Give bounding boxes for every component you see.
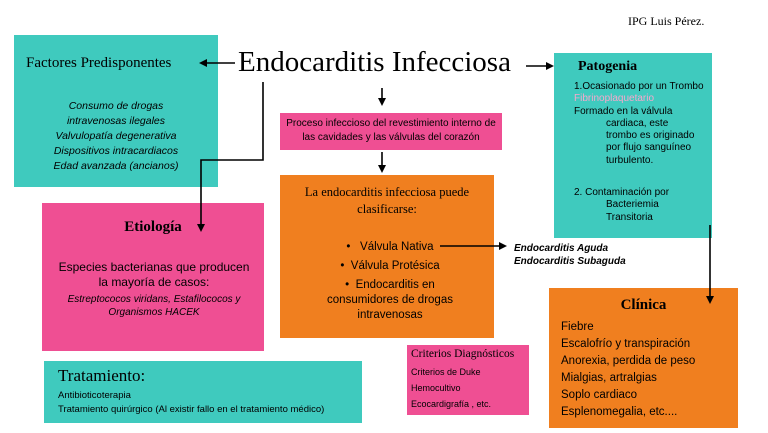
patogenia-p1-line: turbulento. [606,154,654,166]
patogenia-point-2 [574,187,708,224]
clinica-item: Esplenomegalia, etc.... [561,406,678,418]
definicion-text: Proceso infeccioso del revestimiento interno de las cavidades y las válvulas del corazón [286,118,496,143]
patogenia-p1-prefix: 1.Ocasionado por un Trombo [574,81,704,92]
nativa-tipo: Endocarditis Subaguda [514,256,626,267]
etiologia-box [42,203,264,351]
factores-item: Dispositivos intracardiacos [53,145,179,157]
patogenia-box [554,53,712,238]
nativa-tipo: Endocarditis Aguda [514,243,609,254]
patogenia-point-1 [574,81,708,167]
factores-list [18,99,214,174]
patogenia-p1-line: por flujo sanguíneo [606,142,692,154]
patogenia-p1-highlight: Fibrinoplaquetario [574,93,655,105]
clasificacion-item: • Endocarditis en consumidores de drogas intravenosas [327,279,453,321]
clinica-item: Mialgias, artralgias [561,372,657,384]
patogenia-p2-line: Bacteriemia [606,199,659,211]
clinica-item: Anorexia, perdida de peso [561,355,696,367]
criterios-item: Criterios de Duke [411,367,481,377]
main-title: Endocarditis Infecciosa [238,46,511,78]
patogenia-title: Patogenia [578,59,638,74]
clinica-box [549,288,738,428]
criterios-box [407,345,529,415]
criterios-item: Ecocardigrafía , etc. [411,399,492,409]
patogenia-p1-line: Formado en la válvula [574,105,673,117]
factores-predisponentes-box [14,35,218,187]
criterios-list [411,364,491,412]
factores-item: Edad avanzada (ancianos) [53,160,179,172]
etiologia-text: Especies bacterianas que producen la mayoría de casos: [58,260,250,289]
tratamiento-item: Tratamiento quirúrgico (Al existir fallo en el tratamiento médico) [58,404,325,415]
tratamiento-title: Tratamiento: [58,366,146,385]
patogenia-p2-line: 2. Contaminación por [574,187,670,198]
criterios-item: Hemocultivo [411,383,461,393]
clasificacion-title: La endocarditis infecciosa puede clasificarse: [304,185,470,216]
clasificacion-item: • Válvula Protésica [340,260,440,272]
clinica-list [561,319,736,421]
clasificacion-list [310,240,470,323]
clinica-title: Clínica [620,297,667,313]
author-label: IPG Luis Pérez. [628,14,705,28]
factores-title: Factores Predisponentes [26,55,172,71]
etiologia-title: Etiología [124,219,182,235]
nativa-tipos [514,242,626,268]
factores-item: Consumo de drogas intravenosas ilegales [66,100,166,127]
clinica-item: Soplo cardiaco [561,389,638,401]
definicion-box [280,113,502,150]
clinica-item: Fiebre [561,321,594,333]
tratamiento-item: Antibioticoterapia [58,390,131,401]
factores-item: Valvulopatía degenerativa [55,130,177,142]
patogenia-p1-line: cardiaca, este [606,117,669,129]
clasificacion-item: • Válvula Nativa [346,241,434,253]
clinica-item: Escalofrío y transpiración [561,338,691,350]
tratamiento-box [44,361,362,423]
patogenia-p2-line: Transitoria [606,211,653,223]
clasificacion-box [280,175,494,338]
tratamiento-list [58,389,358,417]
etiologia-examples: Estreptococos viridans, Estafilococos y Organismos HACEK [67,294,241,318]
patogenia-p1-line: trombo es originado [606,130,695,142]
criterios-title: Criterios Diagnósticos [411,348,515,360]
